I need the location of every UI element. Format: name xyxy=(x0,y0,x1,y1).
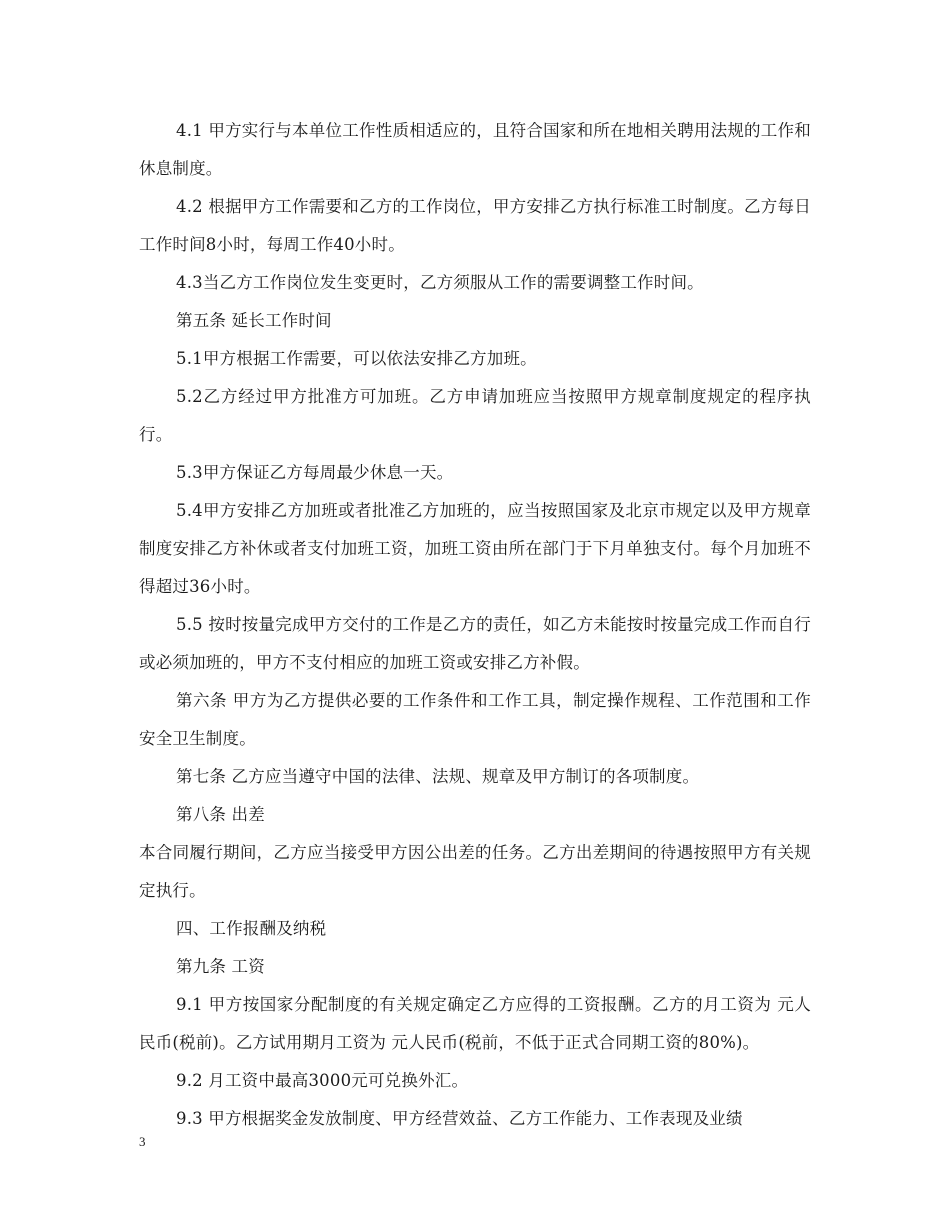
paragraph-4-3: 4.3当乙方工作岗位发生变更时，乙方须服从工作的需要调整工作时间。 xyxy=(176,273,704,292)
paragraph-5-1: 5.1甲方根据工作需要，可以依法安排乙方加班。 xyxy=(176,349,537,368)
article-8-body: 本合同履行期间，乙方应当接受甲方因公出差的任务。乙方出差期间的待遇按照甲方有关规定执行。 xyxy=(139,843,811,900)
paragraph-9-3: 9.3 甲方根据奖金发放制度、甲方经营效益、乙方工作能力、工作表现及业绩 xyxy=(176,1109,743,1128)
document-body xyxy=(139,112,811,1138)
paragraph-4-2: 4.2 根据甲方工作需要和乙方的工作岗位，甲方安排乙方执行标准工时制度。乙方每日工作时间8小时，每周工作40小时。 xyxy=(139,197,811,254)
paragraph-4-1: 4.1 甲方实行与本单位工作性质相适应的，且符合国家和所在地相关聘用法规的工作和休息制度。 xyxy=(139,121,811,178)
paragraph-9-2: 9.2 月工资中最高3000元可兑换外汇。 xyxy=(176,1071,469,1090)
paragraph-5-5: 5.5 按时按量完成甲方交付的工作是乙方的责任，如乙方未能按时按量完成工作而自行或必须加班的，甲方不支付相应的加班工资或安排乙方补假。 xyxy=(139,615,811,672)
article-9-heading: 第九条 工资 xyxy=(176,957,265,976)
page-number: 3 xyxy=(139,1134,146,1149)
paragraph-5-3: 5.3甲方保证乙方每周最少休息一天。 xyxy=(176,463,454,482)
paragraph-9-1: 9.1 甲方按国家分配制度的有关规定确定乙方应得的工资报酬。乙方的月工资为 元人民币(税前)。乙方试用期月工资为 元人民币(税前，不低于正式合同期工资的80%)。 xyxy=(139,995,811,1052)
paragraph-5-4: 5.4甲方安排乙方加班或者批准乙方加班的，应当按照国家及北京市规定以及甲方规章制度安排乙方补休或者支付加班工资，加班工资由所在部门于下月单独支付。每个月加班不得超过36小时。 xyxy=(139,501,811,596)
section-4-heading: 四、工作报酬及纳税 xyxy=(176,919,327,938)
article-5-heading: 第五条 延长工作时间 xyxy=(176,311,332,330)
article-6: 第六条 甲方为乙方提供必要的工作条件和工作工具，制定操作规程、工作范围和工作安全卫生制度。 xyxy=(139,691,811,748)
paragraph-5-2: 5.2乙方经过甲方批准方可加班。乙方申请加班应当按照甲方规章制度规定的程序执行。 xyxy=(139,387,811,444)
article-7: 第七条 乙方应当遵守中国的法律、法规、规章及甲方制订的各项制度。 xyxy=(176,767,700,786)
article-8-heading: 第八条 出差 xyxy=(176,805,265,824)
